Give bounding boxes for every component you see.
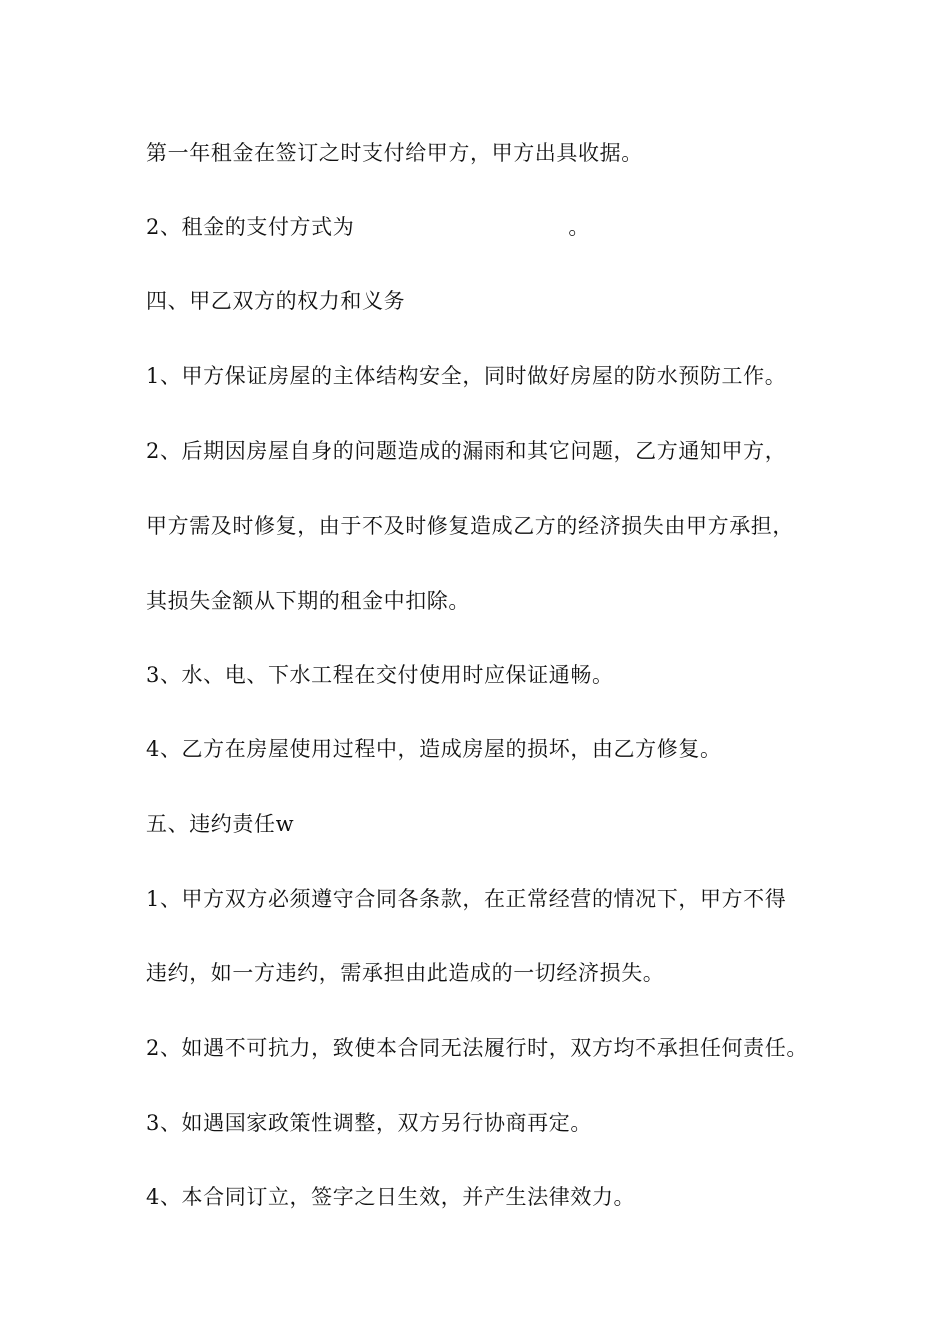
clause-structure-safety: 1、甲方保证房屋的主体结构安全，同时做好房屋的防水预防工作。 xyxy=(146,364,787,388)
paragraph-first-year-rent: 第一年租金在签订之时支付给甲方，甲方出具收据。 xyxy=(146,141,643,165)
clause-compliance: 1、甲方双方必须遵守合同各条款，在正常经营的情况下，甲方不得 xyxy=(146,887,787,911)
clause-leak-notice: 2、后期因房屋自身的问题造成的漏雨和其它问题，乙方通知甲方， xyxy=(146,439,787,463)
clause-force-majeure: 2、如遇不可抗力，致使本合同无法履行时，双方均不承担任何责任。 xyxy=(146,1036,808,1060)
clause-policy-adjustment: 3、如遇国家政策性调整，双方另行协商再定。 xyxy=(146,1111,592,1135)
payment-method-period: 。 xyxy=(568,215,590,239)
clause-leak-repair: 甲方需及时修复，由于不及时修复造成乙方的经济损失由甲方承担， xyxy=(146,514,794,538)
clause-breach-loss: 违约，如一方违约，需承担由此造成的一切经济损失。 xyxy=(146,961,665,985)
payment-method-label: 2、租金的支付方式为 xyxy=(146,215,355,239)
heading-rights-obligations: 四、甲乙双方的权力和义务 xyxy=(146,289,406,313)
clause-utilities: 3、水、电、下水工程在交付使用时应保证通畅。 xyxy=(146,663,614,687)
clause-loss-deduction: 其损失金额从下期的租金中扣除。 xyxy=(146,589,470,613)
clause-effective-date: 4、本合同订立，签字之日生效，并产生法律效力。 xyxy=(146,1185,636,1209)
clause-tenant-damage: 4、乙方在房屋使用过程中，造成房屋的损坏，由乙方修复。 xyxy=(146,737,722,761)
paragraph-payment-method xyxy=(146,213,590,241)
heading-breach-liability: 五、违约责任w xyxy=(146,812,295,836)
